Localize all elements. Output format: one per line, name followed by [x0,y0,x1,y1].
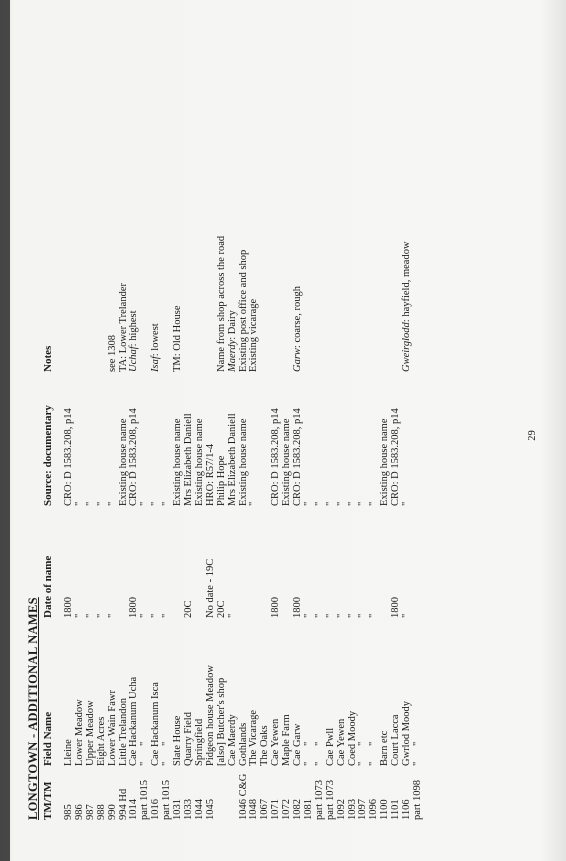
cell-tm: 1014 [128,799,140,820]
cell-field-name: Cae Maerdy [226,714,238,766]
cell-tm: 987 [84,804,96,820]
cell-field-name: Lleine [63,739,74,766]
cell-field-name: " " [139,741,151,766]
cell-tm: 1092 [335,799,347,820]
cell-date: 1800 [128,597,140,618]
cell-tm: 986 [73,804,85,820]
cell-source: " [248,501,260,506]
cell-field-name: Pidgeon house Meadow [204,665,216,766]
header-tm: TM/TM [42,781,54,820]
cell-date: " [84,613,96,618]
cell-source: " [150,501,162,506]
cell-date: " [226,613,238,618]
header-date: Date of name [42,555,54,618]
cell-note [315,236,326,372]
cell-note: see 1308 [106,334,118,372]
cell-tm: 1093 [346,799,358,820]
cell-note [64,236,75,372]
cell-field-name: Cae Garw [292,723,304,766]
cell-field-name: " " [357,741,369,766]
cell-source: " [357,501,369,506]
header-source: Source: documentary [42,405,54,506]
cell-field-name: Cae Hackanum Ucha [128,676,140,766]
cell-source: " [346,501,358,506]
column-field-name [64,665,424,766]
cell-date: " [95,613,107,618]
cell-source: " [73,501,85,506]
cell-source: Existing house name [172,418,184,506]
column-tm [64,774,424,820]
cell-date: 1800 [63,597,74,618]
cell-tm: 1097 [357,799,369,820]
cell-tm: 1101 [390,799,402,820]
cell-note: Maerdy: Dairy [226,310,238,372]
cell-date: " [139,613,151,618]
cell-note [97,236,108,372]
cell-tm: part 1015 [161,780,173,820]
cell-source: Mrs Elizabeth Daniell [226,413,238,506]
cell-note [75,236,86,372]
cell-source: HRO: R57/1-4 [204,443,216,506]
cell-source: " [95,501,107,506]
column-source [64,408,424,506]
cell-note [326,236,337,372]
cell-source: " [324,501,336,506]
cell-note: Isaf: lowest [150,323,162,372]
cell-source: Existing house name [117,418,129,506]
cell-source: CRO: D 1583.208, p14 [128,408,140,506]
cell-field-name: Maple Farm [281,714,293,766]
cell-note: TA: Lower Trelander [117,283,129,372]
column-notes [64,236,424,372]
cell-field-name: Cae Hackanum Isca [150,682,162,766]
cell-field-name: Gothlands [237,722,249,766]
cell-field-name: " " [412,741,423,766]
cell-source: " [335,501,347,506]
cell-date: 1800 [292,597,304,618]
cell-date [413,559,424,618]
cell-tm: 1106 [401,799,413,820]
cell-date: " [161,613,173,618]
cell-note [260,236,271,372]
cell-note [304,236,315,372]
cell-tm [217,774,228,820]
cell-date: " [357,613,369,618]
cell-note [358,236,369,372]
cell-date: " [401,613,413,618]
cell-note [184,236,195,372]
cell-tm: part 1073 [313,780,325,820]
cell-field-name: The Vicarage [248,709,260,766]
cell-source: CRO: D 1583.208, p14 [390,408,402,506]
cell-field-name: " " [161,741,173,766]
cell-note [337,236,348,372]
cell-tm: 1044 [193,799,205,820]
rotated-table [18,48,558,848]
cell-tm: 1096 [368,799,380,820]
cell-field-name: " " [368,741,380,766]
cell-tm [228,774,239,820]
cell-tm: 1048 [248,799,260,820]
cell-tm: 1082 [292,799,304,820]
cell-field-name: Gwrlod Moody [401,700,413,766]
cell-field-name: " " [302,741,314,766]
cell-date: " [313,613,325,618]
cell-field-name: Springfield [193,718,205,766]
cell-date: 1800 [270,597,282,618]
cell-tm: part 1098 [412,780,423,820]
binding-edge [0,0,10,861]
cell-date: " [346,613,358,618]
cell-note [413,236,424,372]
cell-date [249,559,260,618]
cell-tm: 1016 [150,799,162,820]
column-date [64,559,424,618]
cell-tm: 1046 C&G [237,773,249,820]
cell-source: Existing house name [237,418,249,506]
cell-source: CRO: D 1583.208, p14 [292,408,304,506]
cell-source: Philip Hope [215,455,227,506]
cell-field-name: Cae Pwll [324,727,336,766]
cell-source: " [106,501,118,506]
cell-note: Gweirglodd: hayfield, meadow [401,241,413,372]
cell-note [380,236,391,372]
cell-field-name: Court Lacca [390,714,402,766]
cell-source: " [84,501,96,506]
cell-date [239,559,250,618]
cell-source: " [313,501,325,506]
cell-date: " [368,613,380,618]
cell-source: CRO: D 1583.208, p14 [270,408,282,506]
cell-note: TM: Old House [172,305,184,372]
cell-tm: 1100 [379,799,391,820]
cell-note [271,236,282,372]
cell-field-name: The Oaks [259,725,271,766]
cell-tm: part 1015 [139,780,151,820]
cell-date: " [302,613,314,618]
page-number: 29 [526,430,538,441]
cell-source: " [161,501,173,506]
cell-field-name: [also] Butcher's shop [215,677,227,766]
header-field-name: Field Name [42,711,54,766]
cell-tm: 1072 [281,799,293,820]
cell-field-name: Slate House [172,715,184,766]
cell-note: Existing post office and shop [237,249,249,372]
cell-source: " [139,501,151,506]
cell-field-name: Lower Wain Fawr [106,690,118,766]
cell-source: Existing house name [193,418,205,506]
cell-field-name: Coed Moody [346,710,358,766]
cell-date: " [106,613,118,618]
cell-note: Garw: coarse, rough [292,285,304,372]
cell-tm: 1045 [204,799,216,820]
cell-note [369,236,380,372]
cell-source: CRO: D 1583.208, p14 [63,408,74,506]
header-notes: Notes [42,345,54,372]
cell-tm: part 1073 [324,780,336,820]
cell-date: " [73,613,85,618]
cell-date: No date - 19C [204,558,216,618]
page-title: LONGTOWN - ADDITIONAL NAMES [26,597,40,820]
cell-tm: 1071 [270,799,282,820]
cell-field-name: Lower Meadow [73,699,85,766]
cell-note [348,236,359,372]
cell-date: " [335,613,347,618]
cell-tm: 1031 [172,799,184,820]
cell-field-name: Cae Yewen [335,718,347,766]
cell-tm: 990 [106,804,118,820]
cell-date: 1800 [390,597,402,618]
cell-tm: 985 [63,804,74,820]
cell-date: 20C [215,600,227,618]
cell-note: Name from shop across the road [215,235,227,372]
cell-source: " [302,501,314,506]
cell-note [86,236,97,372]
cell-source: Existing house name [379,418,391,506]
cell-source [413,408,424,506]
cell-source: " [401,501,413,506]
cell-date: 20C [182,600,194,618]
cell-note [195,236,206,372]
cell-tm: 988 [95,804,107,820]
cell-field-name: Quarry Field [182,712,194,766]
cell-note: Uchaf: highest [128,310,140,372]
cell-field-name: Little Trelandon [117,698,129,766]
cell-tm: 1033 [182,799,194,820]
cell-field-name: Eight Acres [95,716,107,766]
cell-tm: 1067 [259,799,271,820]
cell-source: Mrs Elizabeth Daniell [182,413,194,506]
cell-source: " [368,501,380,506]
cell-date: " [324,613,336,618]
cell-date: " [150,613,162,618]
cell-field-name: " " [313,741,325,766]
cell-source: Existing house name [281,418,293,506]
cell-tm: 1081 [302,799,314,820]
cell-note: Existing vicarage [248,298,260,372]
cell-field-name: Cae Yewen [270,718,282,766]
cell-field-name: Upper Meadow [84,700,96,766]
cell-field-name: Barn etc [379,730,391,766]
cell-tm: 994 Hd [117,788,129,820]
